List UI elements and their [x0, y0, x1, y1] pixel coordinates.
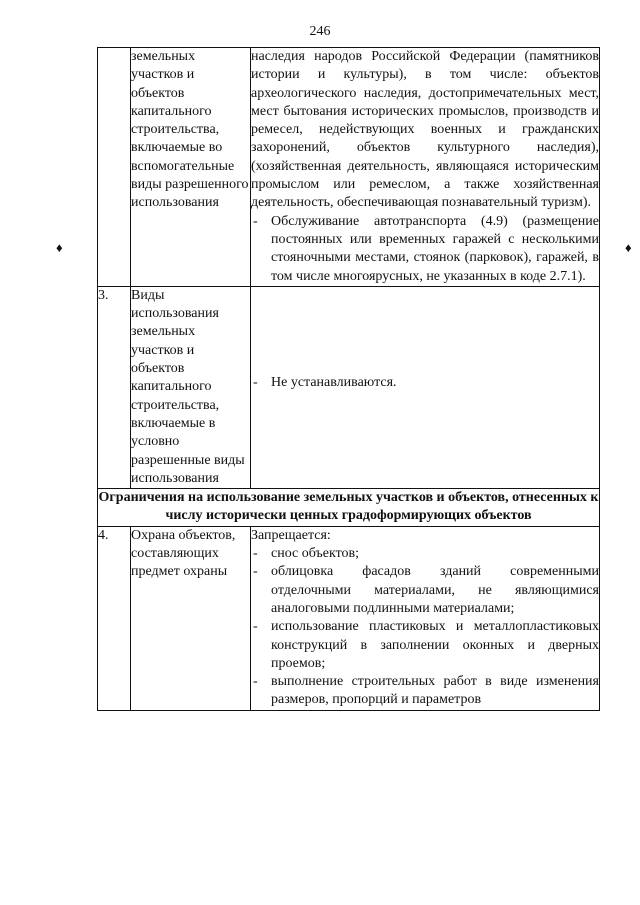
content-paragraph: Запрещается: [251, 527, 331, 543]
content-paragraph: наследия народов Российской Федерации (памятников истории и культуры), в том числе: объектов археологического наследия, достопримечательных мест, мест бытования исторических промыслов, производств и ремесел, недействующих военных и гражданских захоронений, объектов культурного наследия), (хозяйственная деятельность, являющаяся историческим промыслом или ремеслом, а также хозяйственная деятельность, обеспечивающая познавательный туризм). [251, 49, 599, 211]
row-content [251, 286, 600, 488]
list-item [251, 673, 599, 710]
list-dash: - [253, 213, 258, 229]
right-margin-mark-icon: ♦ [625, 240, 632, 255]
row-number [98, 48, 131, 287]
list-item [251, 618, 599, 673]
list-item-text: Обслуживание автотранспорта (4.9) (размещение постоянных или временных гаражей с несколькими стояночными местами, стоянок (парковок), гаражей, в том числе многоярусных, не указанных в коде 2.7.1). [271, 213, 599, 284]
list-item-text: облицовка фасадов зданий современными отделочными материалами, не являющимися аналоговыми подлинными материалами; [271, 564, 599, 616]
row-name: Охрана объектов, составляющих предмет охраны [131, 526, 251, 710]
row-content [251, 526, 600, 710]
table-row [98, 286, 600, 488]
list-dash: - [253, 674, 258, 690]
list-item-text: Не устанавливаются. [271, 374, 397, 390]
list-item [251, 374, 599, 392]
list-item-text: использование пластиковых и металлопластиковых конструкций в заполнении оконных и дверных проемов; [271, 619, 599, 671]
regulations-table [97, 47, 600, 711]
list-dash: - [253, 619, 258, 635]
list-item-text: снос объектов; [271, 546, 360, 562]
list-item [251, 563, 599, 618]
list-item [251, 213, 599, 286]
section-heading-row [98, 489, 600, 527]
list-dash: - [253, 564, 258, 580]
row-name: земельных участков и объектов капитального строительства, включаемые во вспомогательные виды разрешенного использования [131, 48, 251, 287]
list-dash: - [253, 546, 258, 562]
left-margin-mark-icon: ♦ [56, 240, 63, 255]
row-content [251, 48, 600, 287]
page-number: 246 [309, 24, 331, 39]
list-dash: - [253, 374, 258, 390]
list-item-text: выполнение строительных работ в виде изменения размеров, пропорций и параметров [271, 674, 599, 708]
table-row [98, 526, 600, 710]
table-row [98, 48, 600, 287]
row-number: 4. [98, 526, 131, 710]
row-number: 3. [98, 286, 131, 488]
section-heading: Ограничения на использование земельных участков и объектов, отнесенных к числу исторически ценных градоформирующих объектов [98, 489, 600, 527]
list-item [251, 545, 599, 563]
row-name: Виды использования земельных участков и объектов капитального строительства, включаемые в условно разрешенные виды использования [131, 286, 251, 488]
